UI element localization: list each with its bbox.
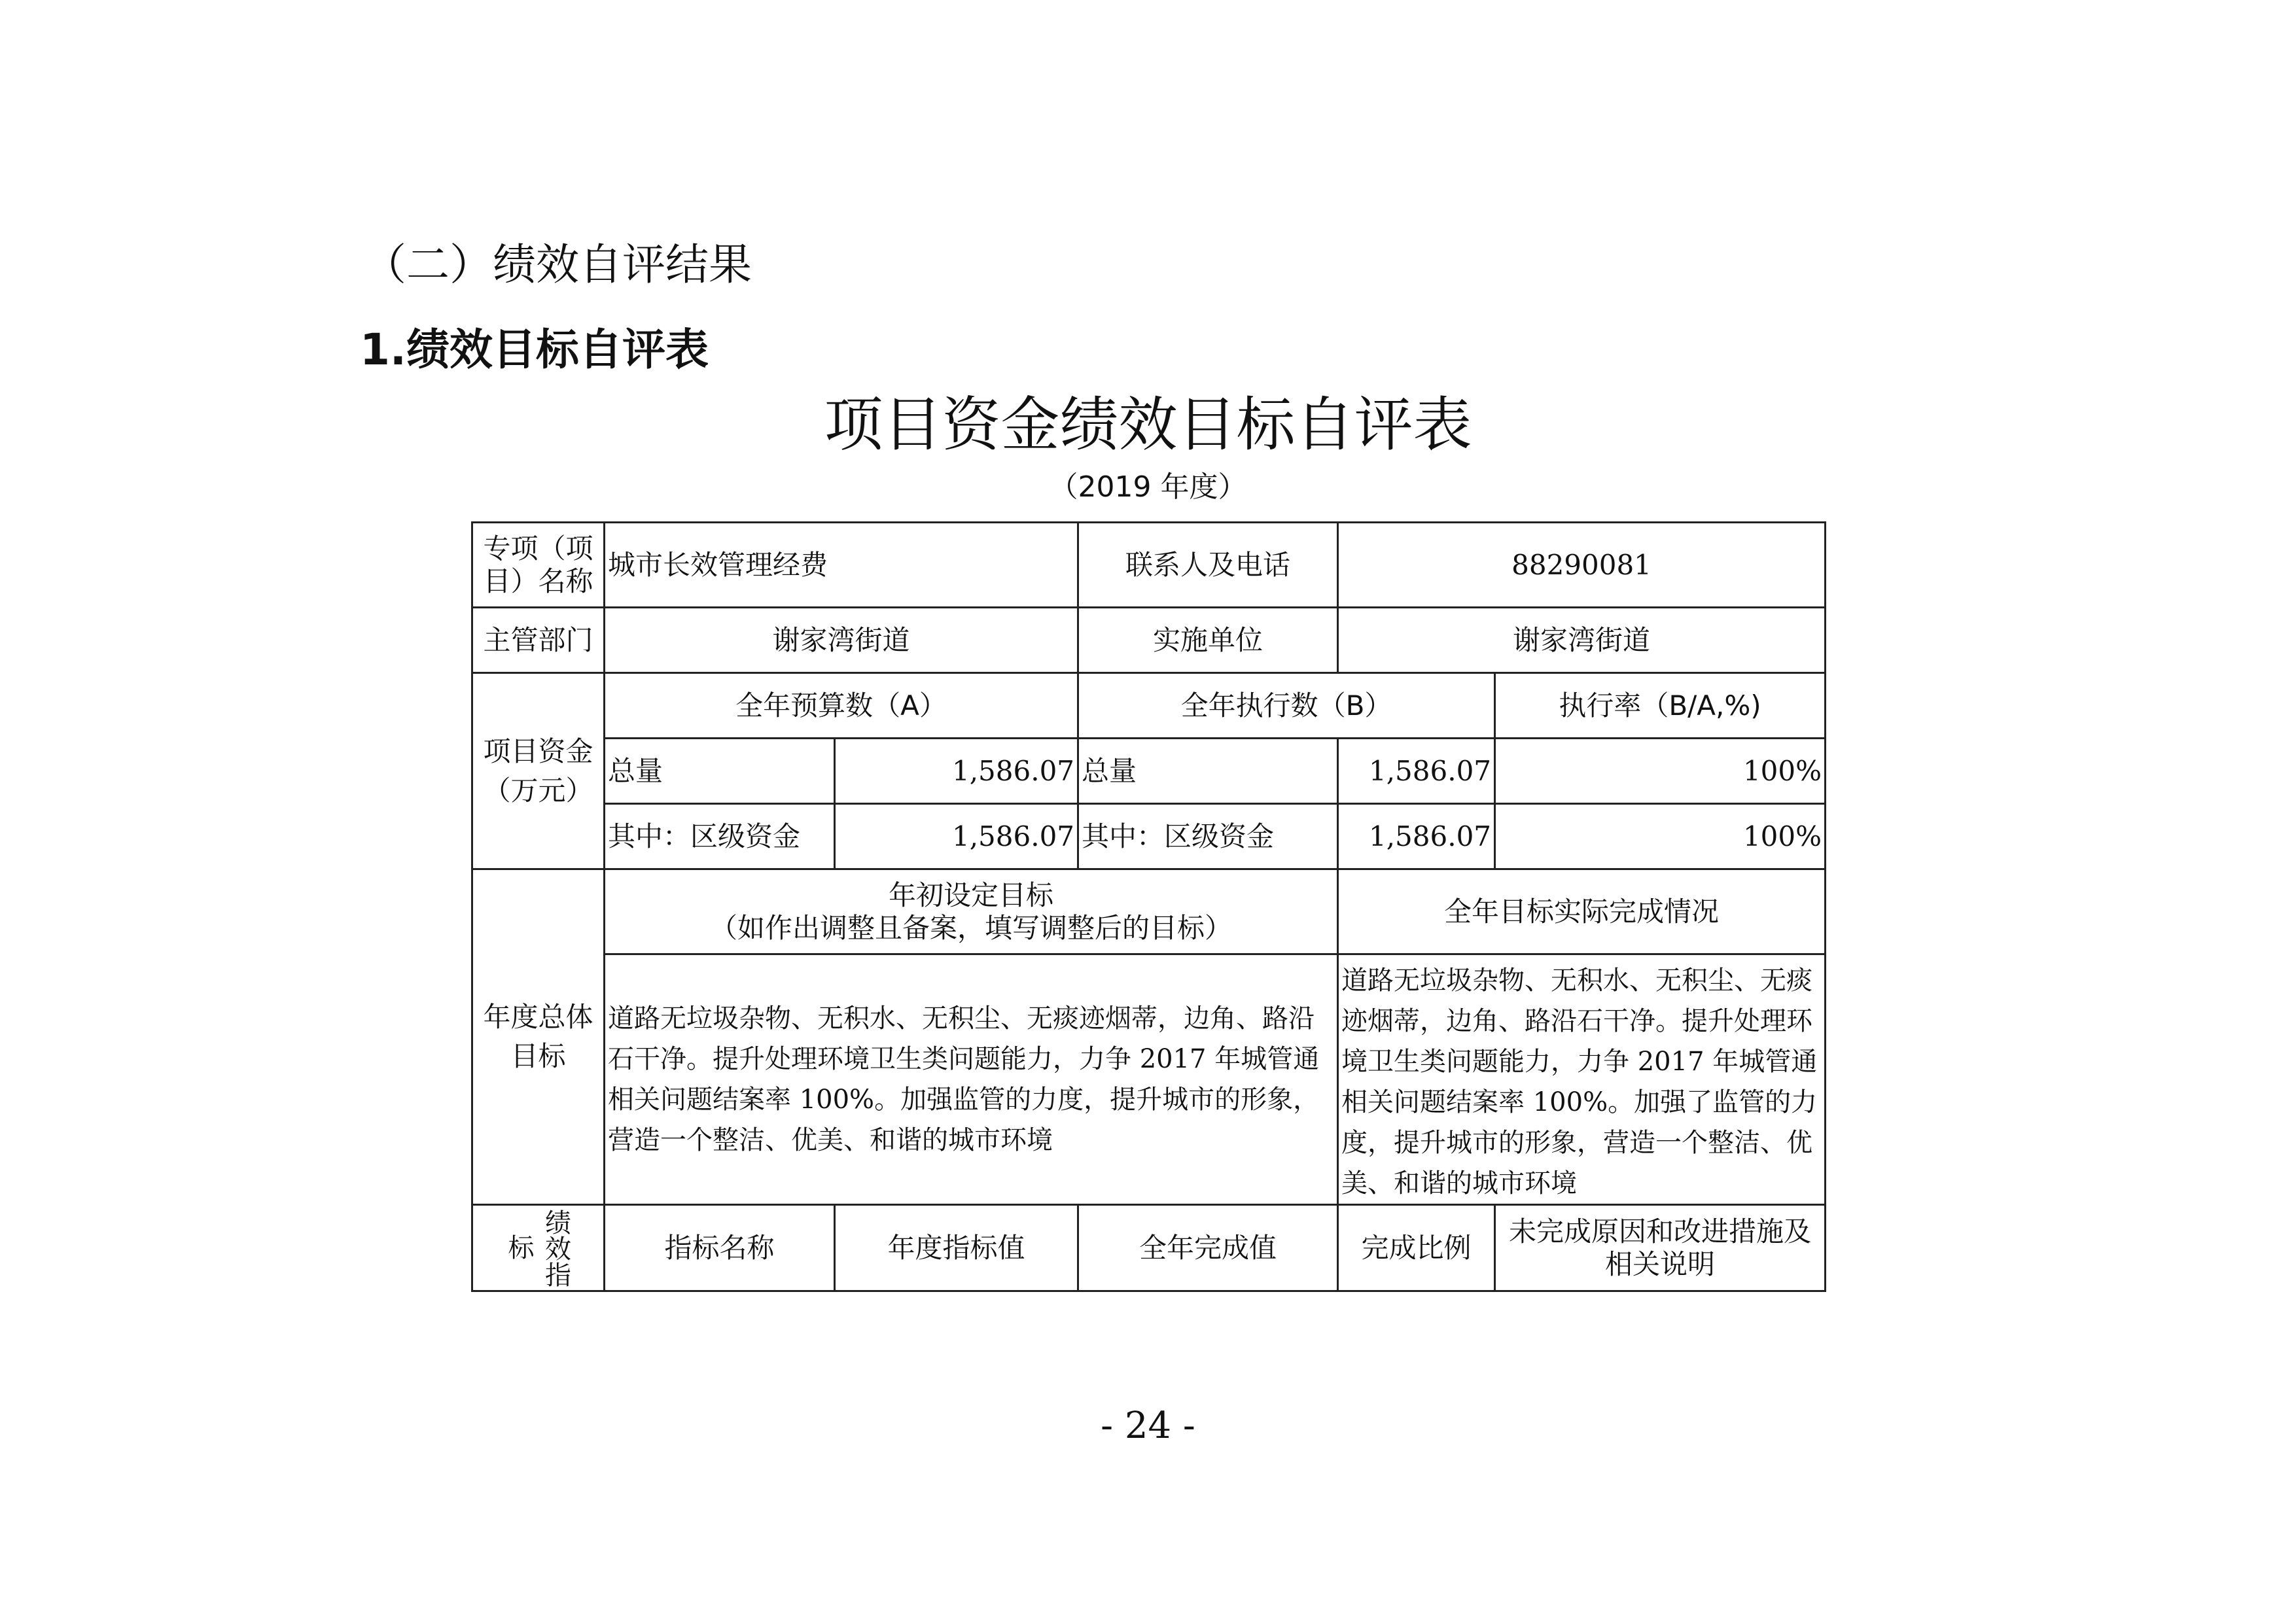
dept-label: 主管部门 xyxy=(472,608,605,673)
actual-header: 全年目标实际完成情况 xyxy=(1338,869,1826,954)
table-row xyxy=(472,1205,1826,1291)
evaluation-table xyxy=(471,521,1826,1292)
exec-header: 全年执行数（B） xyxy=(1078,673,1495,739)
reason-header: 未完成原因和改进措施及相关说明 xyxy=(1495,1205,1826,1291)
district-rate: 100% xyxy=(1495,804,1826,869)
table-row xyxy=(472,869,1826,954)
annual-goal-label: 年度总体目标 xyxy=(472,869,605,1205)
total-exec: 1,586.07 xyxy=(1338,739,1495,804)
page-number: - 24 - xyxy=(1101,1405,1195,1447)
district-label: 其中：区级资金 xyxy=(605,804,835,869)
table-row xyxy=(472,954,1826,1205)
contact-label: 联系人及电话 xyxy=(1078,523,1338,608)
indicator-name-header: 指标名称 xyxy=(605,1205,835,1291)
district-budget: 1,586.07 xyxy=(835,804,1078,869)
initial-goal-header-line-2: （如作出调整且备案，填写调整后的目标） xyxy=(710,911,1233,944)
district-label-2: 其中：区级资金 xyxy=(1078,804,1338,869)
funds-label: 项目资金（万元） xyxy=(472,673,605,869)
perf-indicator-label xyxy=(472,1205,605,1291)
total-budget: 1,586.07 xyxy=(835,739,1078,804)
table-row xyxy=(472,804,1826,869)
initial-goal-header-line-1: 年初设定目标 xyxy=(889,879,1054,911)
annual-value-header: 年度指标值 xyxy=(835,1205,1078,1291)
sub-heading: 1.绩效目标自评表 xyxy=(360,324,709,375)
section-heading: （二）绩效自评结果 xyxy=(363,239,752,290)
contact-value: 88290081 xyxy=(1338,523,1826,608)
total-label-2: 总量 xyxy=(1078,739,1338,804)
rate-header: 执行率（B/A,%) xyxy=(1495,673,1826,739)
table-title: 项目资金绩效目标自评表 xyxy=(824,391,1472,459)
dept-value: 谢家湾街道 xyxy=(605,608,1078,673)
district-exec: 1,586.07 xyxy=(1338,804,1495,869)
impl-value: 谢家湾街道 xyxy=(1338,608,1826,673)
initial-goal-header xyxy=(605,869,1338,954)
table-row xyxy=(472,673,1826,739)
initial-goal-text: 道路无垃圾杂物、无积水、无积尘、无痰迹烟蒂，边角、路沿石干净。提升处理环境卫生类问题能力，力争 2017 年城管通相关问题结案率 100%。加强监管的力度，提升城市的形象，营造一个整洁、优美、和谐的城市环境 xyxy=(605,954,1338,1205)
total-rate: 100% xyxy=(1495,739,1826,804)
budget-header: 全年预算数（A） xyxy=(605,673,1078,739)
completed-value-header: 全年完成值 xyxy=(1078,1205,1338,1291)
completion-ratio-header: 完成比例 xyxy=(1338,1205,1495,1291)
table-row xyxy=(472,739,1826,804)
impl-label: 实施单位 xyxy=(1078,608,1338,673)
project-name-label: 专项（项目）名称 xyxy=(472,523,605,608)
actual-goal-text: 道路无垃圾杂物、无积水、无积尘、无痰迹烟蒂，边角、路沿石干净。提升处理环境卫生类问题能力，力争 2017 年城管通相关问题结案率 100%。加强了监管的力度，提升城市的形象，营造一个整洁、优美、和谐的城市环境 xyxy=(1338,954,1826,1205)
project-name-value: 城市长效管理经费 xyxy=(605,523,1078,608)
table-year: （2019 年度） xyxy=(1049,470,1247,504)
table-row xyxy=(472,523,1826,608)
perf-label-b: 绩效指 xyxy=(540,1208,571,1287)
perf-label-a: 标 xyxy=(508,1232,535,1263)
table-row xyxy=(472,608,1826,673)
total-label: 总量 xyxy=(605,739,835,804)
